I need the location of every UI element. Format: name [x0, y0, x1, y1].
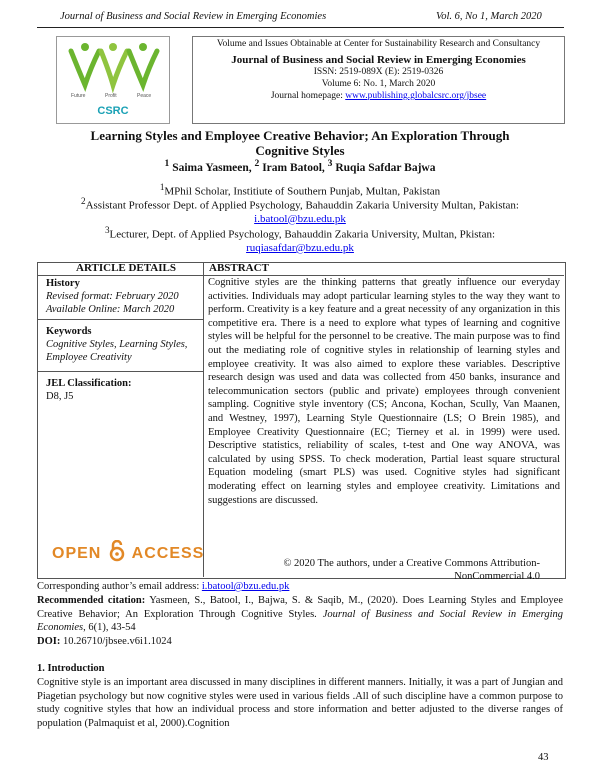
logo-word-future: Future — [71, 93, 86, 99]
open-lock-icon — [109, 540, 125, 562]
keywords-heading: Keywords — [46, 326, 92, 337]
journal-name: Journal of Business and Social Review in Emerging Economies — [231, 54, 526, 66]
affiliation-3: $^3$Lecturer, Dept. of Applied Psychology, Bahauddin Zakaria University, Multan, Pkistan: ruqiasafdar@bzu.edu.pk — [104, 225, 496, 254]
running-header-volume: Vol. 6, No 1, March 2020 — [436, 11, 542, 22]
jel-codes: D8, J5 — [46, 391, 74, 402]
recommended-citation: Recommended citation: Yasmeen, S., Batool, I., Bajwa, S. & Saqib, M., (2020). Does Learning Styles and Employee Creative Behavior; An Exploration Through Cognitive Styles. Journal of Business and Social Review in Emerging Economies, 6(1), 43-54 — [37, 595, 563, 634]
header-rule — [37, 27, 564, 28]
open-access-logo: OPEN ACCESS — [52, 540, 204, 563]
introduction-heading: 1. Introduction — [37, 663, 105, 674]
logo-word-peace: Peace — [137, 93, 152, 99]
license-note: © 2020 The authors, under a Creative Commons Attribution- NonCommercial 4.0 — [283, 558, 540, 582]
author-list: $^1$ Saima Yasmeen, $^2$ Iram Batool, $^3$ Ruqia Safdar Bajwa — [164, 158, 436, 174]
column-divider — [203, 262, 204, 577]
journal-info-box — [192, 36, 565, 124]
paper-title: Learning Styles and Employee Creative Behavior; An Exploration Through Cognitive Styles — [90, 128, 510, 158]
revised-date: Revised format: February 2020 — [46, 291, 179, 302]
journal-homepage-link[interactable]: www.publishing.globalcsrc.org/jbsee — [345, 91, 487, 101]
csrc-logo-icon — [57, 37, 169, 123]
history-section — [46, 277, 201, 316]
correspondence-email[interactable]: i.batool@bzu.edu.pk — [201, 581, 290, 592]
author-2: Iram Batool, — [259, 161, 328, 174]
affiliation-2-email[interactable]: i.batool@bzu.edu.pk — [254, 212, 346, 225]
article-details-heading: ARTICLE DETAILS — [76, 262, 176, 274]
history-rule — [37, 319, 203, 320]
jel-section — [46, 377, 201, 403]
abstract-heading: ABSTRACT — [209, 262, 269, 274]
page-number: 43 — [538, 752, 549, 763]
doi-line: DOI: 10.26710/jbsee.v6i1.1024 — [37, 636, 172, 647]
journal-volume: Volume 6: No. 1, March 2020 — [321, 79, 436, 89]
jel-heading: JEL Classification: — [46, 378, 132, 389]
csrc-logo — [56, 36, 170, 124]
author-3: Ruqia Safdar Bajwa — [332, 161, 436, 174]
abstract-text: Cognitive styles are the thinking patterns that greatly influence our everyday activities. Individuals may adopt particular learning styles to the way they want to perform. Creativity is a key feature and a great necessity of any organization in this competitive era. There is a need to explore what types of learning and cognitive styles will be helpful for the personnel to be creative. The main purpose was to find out the mediating role of cognitive styles in relationship of learning styles and employee creativity. It was also aimed to explore these variables. Descriptive research design was used and data was collected from 450 banks, insurance and telecommunication sectors (public and private) employees through convenient sampling. Cognitive style inventory (CS; Ancona, Kochan, Scully, Van Maanen, and Westney, 1997), Learning Style Questionnaire (LS; O Brein 1985), and Employee Creativity Questionnaire (EC; Tierney et al. in 1999) were used. Descriptive statistics, reliability of scales, t-test and One way ANOVA, was calculated by using SPSS. To check moderation, Partial least square structural Equation modeling (smart PLS) was used. Cognitive styles had significant moderating effect on learning styles and employee creativity. Limitations and suggestions are discussed. — [208, 277, 560, 506]
journal-availability: Volume and Issues Obtainable at Center for Sustainability Research and Consultancy — [216, 39, 541, 49]
keywords-section — [46, 325, 201, 364]
logo-word-profit: Profit — [105, 93, 117, 99]
keywords-rule — [37, 371, 203, 372]
details-heading-rule — [37, 275, 203, 276]
affiliation-3-email[interactable]: ruqiasafdar@bzu.edu.pk — [246, 241, 354, 254]
logo-caption: CSRC — [97, 105, 129, 117]
author-1: Saima Yasmeen, — [169, 161, 255, 174]
keywords-list: Cognitive Styles, Learning Styles, Employee Creativity — [46, 339, 188, 363]
journal-issn: ISSN: 2519-089X (E): 2519-0326 — [313, 67, 444, 77]
correspondence-line: Corresponding author’s email address: i.batool@bzu.edu.pk — [37, 581, 290, 592]
affiliation-2: $^2$Assistant Professor Dept. of Applied Psychology, Bahauddin Zakaria University Multan, Pakistan: i.batool@bzu.edu.pk — [80, 196, 519, 225]
journal-homepage: Journal homepage: www.publishing.globalcsrc.org/jbsee — [270, 91, 487, 101]
running-header-journal: Journal of Business and Social Review in Emerging Economies — [60, 11, 327, 22]
affiliation-1: $^1$MPhil Scholar, Institiute of Southern Punjab, Multan, Pakistan — [159, 182, 441, 198]
history-heading: History — [46, 278, 80, 289]
introduction-text: Cognitive style is an important area discussed in many disciplines in different manners. Initially, it was a part of Jungian and Piagetian psychology but now cognitive styles were used in various fields .All of such discipline have a common purpose to study cognitive styles that how an individual process and store information and better adjusted to the diverse ranges of population (Palmaquist et al, 2000).Cognition — [37, 677, 563, 729]
available-date: Available Online: March 2020 — [46, 304, 175, 315]
